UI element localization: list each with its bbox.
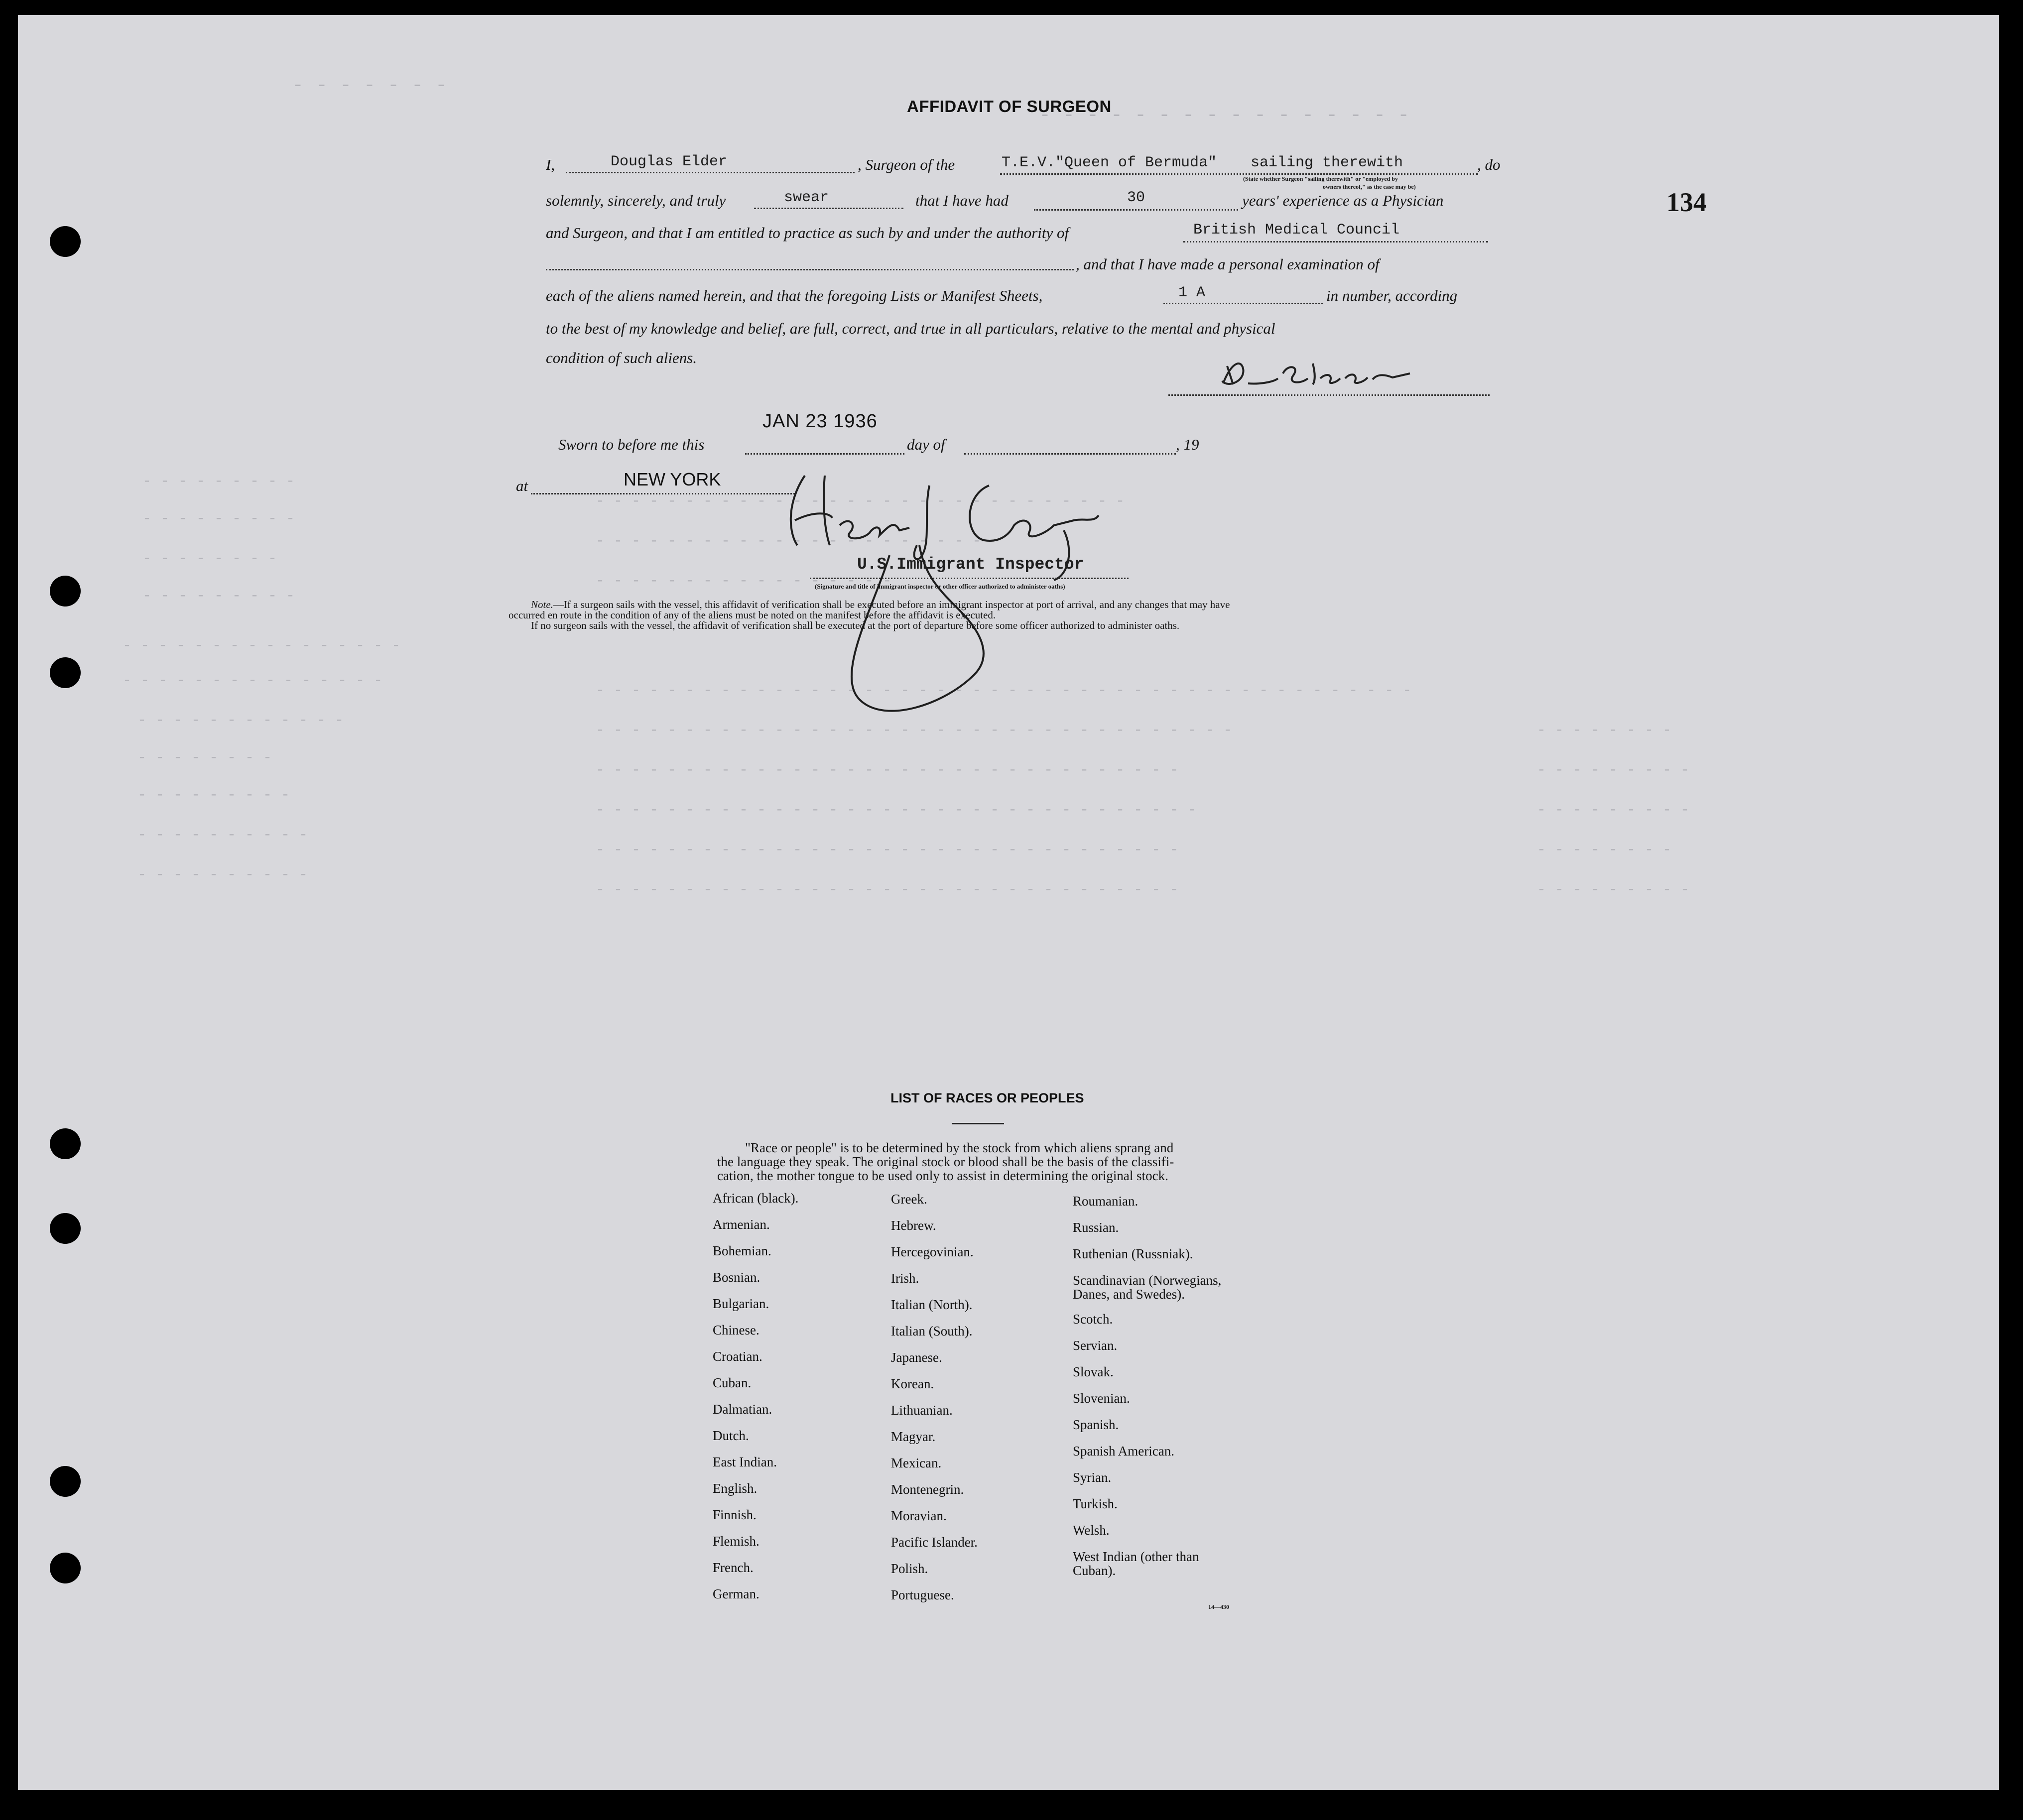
race-item: East Indian. [713, 1455, 777, 1469]
race-item: Servian. [1073, 1338, 1118, 1353]
races-column-2 [891, 1186, 1055, 1608]
race-item: Croatian. [713, 1349, 762, 1364]
races-title-rule [952, 1123, 1004, 1124]
race-item: Irish. [891, 1271, 919, 1286]
affidavit-title: AFFIDAVIT OF SURGEON [907, 97, 1112, 116]
race-item: Mexican. [891, 1456, 942, 1470]
race-item: Montenegrin. [891, 1482, 964, 1497]
label-each-alien: each of the aliens named herein, and that the foregoing Lists or Manifest Sheets, [546, 287, 1043, 304]
punch-hole [50, 1466, 81, 1497]
race-item: Bosnian. [713, 1270, 760, 1285]
note-text-1: —If a surgeon sails with the vessel, this affidavit of verification shall be executed before an immigrant inspector at port of arrival, and any changes that may have [553, 599, 1230, 610]
race-item: Japanese. [891, 1350, 942, 1365]
race-item: Italian (South). [891, 1324, 973, 1338]
form-code: 14—430 [1208, 1603, 1229, 1610]
race-item: English. [713, 1481, 758, 1496]
race-item: Scotch. [1073, 1312, 1113, 1327]
race-item: Roumanian. [1073, 1194, 1138, 1209]
sheet-count: 1 A [1178, 284, 1206, 301]
licensing-authority: British Medical Council [1193, 222, 1400, 239]
place-line [531, 493, 795, 494]
surgeon-signature [1213, 354, 1437, 398]
years-experience: 30 [1127, 189, 1145, 206]
vessel-name: T.E.V."Queen of Bermuda" [1002, 154, 1217, 171]
race-item: French. [713, 1560, 754, 1575]
race-item: Portuguese. [891, 1587, 954, 1602]
punch-hole [50, 576, 81, 607]
label-19: , 19 [1176, 436, 1199, 453]
race-item: Dutch. [713, 1428, 749, 1443]
race-item: West Indian (other than Cuban). [1073, 1549, 1199, 1578]
race-item: Ruthenian (Russniak). [1073, 1246, 1193, 1261]
label-i: I, [546, 156, 555, 173]
surgeon-name-field [566, 153, 855, 173]
race-item: Italian (North). [891, 1297, 973, 1312]
punch-hole [50, 1553, 81, 1583]
signature-caption: (Signature and title of immigrant inspector or other officer authorized to administer oaths) [815, 583, 1065, 590]
punch-hole [50, 1213, 81, 1244]
race-item: Slovak. [1073, 1364, 1114, 1379]
label-in-number: in number, according [1326, 287, 1458, 304]
races-intro-line-3: cation, the mother tongue to be used only to assist in determining the original stock. [717, 1168, 1168, 1183]
label-surgeon-of: , Surgeon of the [858, 156, 955, 173]
race-item: Chinese. [713, 1323, 759, 1337]
race-item: Korean. [891, 1376, 934, 1391]
authority-continuation-line [546, 269, 1074, 270]
label-at: at [516, 477, 528, 494]
race-item: Pacific Islander. [891, 1535, 978, 1550]
surgeon-name: Douglas Elder [611, 153, 728, 170]
race-item: Bohemian. [713, 1243, 771, 1258]
label-best-knowledge: to the best of my knowledge and belief, are full, correct, and true in all particulars, relative to the mental and physical [546, 320, 1275, 337]
oath-type: swear [784, 189, 829, 206]
label-that-had: that I have had [915, 192, 1009, 209]
sworn-month-line [964, 453, 1176, 455]
punch-hole [50, 657, 81, 688]
place-stamp: NEW YORK [624, 469, 721, 489]
race-item: Hebrew. [891, 1218, 936, 1233]
race-item: Hercegovinian. [891, 1244, 974, 1259]
label-years: years' experience as a Physician [1242, 192, 1444, 209]
race-item: Dalmatian. [713, 1402, 772, 1417]
oath-field [754, 189, 903, 209]
race-item: Armenian. [713, 1217, 770, 1232]
race-item: Greek. [891, 1192, 927, 1207]
race-item: Cuban. [713, 1375, 752, 1390]
date-stamp: JAN 23 1936 [762, 411, 878, 432]
punch-hole [50, 1128, 81, 1159]
capacity-note-1: (State whether Surgeon "sailing therewith" or "employed by [1243, 175, 1398, 182]
races-intro-line-2: the language they speak. The original stock or blood shall be the basis of the classifi- [717, 1154, 1174, 1169]
race-item: Welsh. [1073, 1523, 1110, 1538]
label-sworn: Sworn to before me this [558, 436, 705, 453]
label-condition: condition of such aliens. [546, 349, 697, 366]
document-page: - - - - - - - - - - - - - - - - - - - - - - - - - - - - - - - - - - - - - - - - - - - - - - - - - - - - - - - - - - - - - - - - - - - - - - - - - - - - - - - - - - - - - - - - - - - - - - - - - - - - - - - - - - - - - - - - - - - - - - - - - - - - - - - - - - - - - - - - - - - - - - - - - - - - - - - - - - - - - - - - - - - - - - - - - - - - - - - - - - - - - - - - - - - - - - - - - - - - - - - - - - - - - - - - - - - - - - - - - - - - - - - - - - - - - - - - - - - - - - - - - - - - - - - - - - - - - - - - - - - - - - - - - - - - - - - - - - - - - - - - - - - - - - - - - - - - - - - - - - - - - - - - - - - - - - - - - - - - - - - - - - - - - - - - - - - - - - - - - - - - - - - - - - - - - - - - - - - - - - - - - - - - - - - - - - - - - - - - - - - - - - - - - - - - - - - - - - - - - - - - - - - - - - - - - - - - - - - - - - - - - - - - - - - - - - - - - - - - - - - - - - - - - - - - - - - - - - - - - - - - - - - - - 134 AFFIDAVIT OF SURGEON I, Douglas Elder , Surgeon of the T.E.V."Queen of Bermuda" sailing therewith (State whether Surgeon "sailing therewith" or "employed by owners thereof," as the case may be) , do solemnly, sincerely, and truly swear that I have had 30 years' experience as a Physician and Surgeon, and that I am entitled to practice as such by and under the authority of British Medical Council , and that I have made a personal examination of each of the aliens named herein, and that the foregoing Lists or Manifest Sheets, 1 A in number, according to the best of my knowledge and belief, are full, correct, and true in all particulars, relative to the mental and physical condition of such aliens. Sworn to before me this JAN 23 1936 day of , 19 at NEW YORK U.S.Immigrant Inspector (Signature and title of immigrant inspector or other officer authorized to administer oaths) Note.—If a surgeon sails with the vessel, this affidavit of verification shall be executed before an immigrant inspector at port of arrival, and any changes that may have occurred en route in the condition of any of the aliens must be noted on the manifest before the affidavit is executed. If no surgeon sails with the vessel, the affidavit of verification shall be executed at the port of departure before some officer authorized to administer oaths. LIST OF RACES OR PEOPLES "Race or people" is to be determined by the stock from which aliens sprang and the language they speak. The original stock or blood shall be the basis of the classifi- cation, the mother tongue to be used only to assist in determining the original stock. African (black). Armenian. Bohemian. Bosnian. Bulgarian. Chinese. Croatian. Cuban. Dalmatian. Dutch. East Indian. English. Finnish. Flemish. French. German. Greek. Hebrew. Hercegovinian. Irish. Italian (North). Italian (South). Japanese. Korean. Lithuanian. Magyar. Mexican. Montenegrin. Moravian. Pacific Islander. Polish. Portuguese. Roumanian. Russian. Ruthenian (Russniak). Scandinavian (Norwegians, Danes, and Swedes). Scotch. Servian. Slovak. Slovenian. Spanish. Spanish American. Syrian. Turkish. Welsh. West Indian (other than Cuban). 14—430 [18, 15, 1999, 1790]
punch-hole [50, 226, 81, 257]
race-item: African (black). [713, 1191, 799, 1206]
race-item: Russian. [1073, 1220, 1119, 1235]
race-item: Spanish. [1073, 1417, 1119, 1432]
authority-field [1183, 222, 1488, 243]
inspector-signature-line [810, 578, 1129, 579]
races-column-3 [1073, 1188, 1237, 1577]
label-and-surgeon: and Surgeon, and that I am entitled to practice as such by and under the authority of [546, 224, 1069, 242]
race-item: Polish. [891, 1561, 928, 1576]
race-item: Lithuanian. [891, 1403, 953, 1418]
races-intro-line-1: "Race or people" is to be determined by the stock from which aliens sprang and [745, 1140, 1174, 1155]
race-item: Slovenian. [1073, 1391, 1130, 1406]
race-item: Magyar. [891, 1429, 936, 1444]
label-and-that: , and that I have made a personal examination of [1076, 255, 1380, 273]
race-item: Spanish American. [1073, 1444, 1174, 1458]
race-item: Bulgarian. [713, 1296, 769, 1311]
race-item: Turkish. [1073, 1496, 1118, 1511]
page-number: 134 [1666, 187, 1707, 217]
label-day-of: day of [907, 436, 945, 453]
race-item: German. [713, 1586, 759, 1601]
label-solemnly: solemnly, sincerely, and truly [546, 192, 726, 209]
years-field [1034, 189, 1238, 211]
race-item: Flemish. [713, 1534, 759, 1549]
affidavit-note-line-3: If no surgeon sails with the vessel, the affidavit of verification shall be executed at the port of departure before some officer authorized to administer oaths. [531, 619, 1180, 631]
surgeon-capacity: sailing therewith [1251, 154, 1403, 171]
capacity-note-2: owners thereof," as the case may be) [1323, 183, 1416, 190]
inspector-title: U.S.Immigrant Inspector [857, 555, 1084, 574]
sheets-field [1163, 284, 1323, 304]
affidavit-note-line-2: occurred en route in the condition of any of the aliens must be noted on the manifest before the affidavit is executed. [508, 609, 996, 621]
vessel-fill-line [1000, 173, 1478, 175]
note-label: Note. [531, 599, 553, 610]
race-item: Finnish. [713, 1507, 757, 1522]
race-item: Syrian. [1073, 1470, 1112, 1485]
race-item: Scandinavian (Norwegians, Danes, and Swedes). [1073, 1273, 1222, 1302]
races-title: LIST OF RACES OR PEOPLES [890, 1091, 1084, 1105]
sworn-day-line [745, 453, 904, 455]
races-column-1 [713, 1185, 877, 1607]
surgeon-signature-drawing [1213, 354, 1437, 398]
label-do: , do [1477, 156, 1501, 173]
race-item: Moravian. [891, 1508, 947, 1523]
